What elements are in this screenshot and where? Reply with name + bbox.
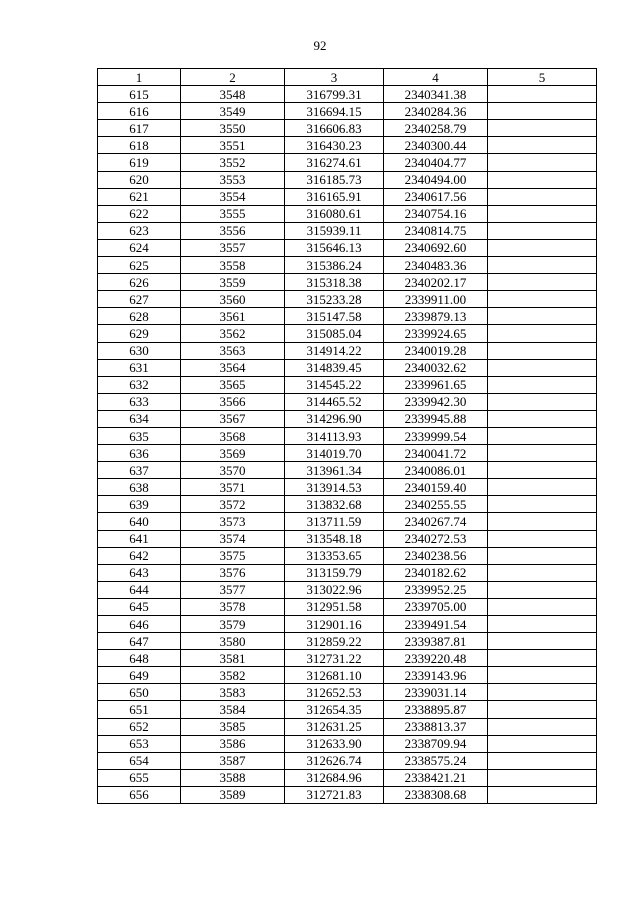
table-cell bbox=[488, 154, 597, 171]
table-cell: 2340692.60 bbox=[384, 239, 488, 256]
table-cell: 617 bbox=[98, 120, 181, 137]
table-cell: 314545.22 bbox=[285, 376, 384, 393]
table-cell bbox=[488, 137, 597, 154]
table-cell: 625 bbox=[98, 257, 181, 274]
table-cell: 3554 bbox=[181, 188, 285, 205]
table-cell: 648 bbox=[98, 650, 181, 667]
table-cell: 313548.18 bbox=[285, 530, 384, 547]
table-cell: 635 bbox=[98, 427, 181, 444]
table-cell bbox=[488, 308, 597, 325]
table-row bbox=[98, 616, 597, 633]
table-cell bbox=[488, 581, 597, 598]
table-cell bbox=[488, 718, 597, 735]
table-row bbox=[98, 598, 597, 615]
table-row bbox=[98, 530, 597, 547]
table-cell: 2340754.16 bbox=[384, 205, 488, 222]
table-cell: 626 bbox=[98, 274, 181, 291]
table-row bbox=[98, 410, 597, 427]
table-cell: 312684.96 bbox=[285, 769, 384, 786]
table-cell: 624 bbox=[98, 239, 181, 256]
table-row bbox=[98, 103, 597, 120]
table-cell: 2340284.36 bbox=[384, 103, 488, 120]
table-cell: 2339945.88 bbox=[384, 410, 488, 427]
table-row bbox=[98, 513, 597, 530]
table-cell: 312652.53 bbox=[285, 684, 384, 701]
page-number: 92 bbox=[313, 38, 327, 53]
table-cell: 618 bbox=[98, 137, 181, 154]
table-cell: 2338575.24 bbox=[384, 752, 488, 769]
table-cell: 643 bbox=[98, 564, 181, 581]
table-cell: 631 bbox=[98, 359, 181, 376]
table-cell bbox=[488, 376, 597, 393]
table-row bbox=[98, 257, 597, 274]
table-cell: 3567 bbox=[181, 410, 285, 427]
table-cell: 640 bbox=[98, 513, 181, 530]
table-cell bbox=[488, 496, 597, 513]
table-row bbox=[98, 650, 597, 667]
table-cell bbox=[488, 120, 597, 137]
table-cell: 2339999.54 bbox=[384, 427, 488, 444]
table-cell: 652 bbox=[98, 718, 181, 735]
table-cell: 2339491.54 bbox=[384, 616, 488, 633]
table-cell: 3558 bbox=[181, 257, 285, 274]
table-cell: 621 bbox=[98, 188, 181, 205]
table-cell: 316080.61 bbox=[285, 205, 384, 222]
table-cell: 316185.73 bbox=[285, 171, 384, 188]
table-row bbox=[98, 359, 597, 376]
table-cell: 316694.15 bbox=[285, 103, 384, 120]
table-cell: 312681.10 bbox=[285, 667, 384, 684]
table-cell: 615 bbox=[98, 86, 181, 103]
table-cell bbox=[488, 786, 597, 803]
table-cell bbox=[488, 547, 597, 564]
table-cell: 2340019.28 bbox=[384, 342, 488, 359]
table-cell: 312633.90 bbox=[285, 735, 384, 752]
table-cell: 3579 bbox=[181, 616, 285, 633]
table-cell: 2340617.56 bbox=[384, 188, 488, 205]
table-row bbox=[98, 752, 597, 769]
table-cell: 653 bbox=[98, 735, 181, 752]
table-row bbox=[98, 188, 597, 205]
column-header: 5 bbox=[488, 69, 597, 86]
table-cell: 3581 bbox=[181, 650, 285, 667]
table-cell: 646 bbox=[98, 616, 181, 633]
table-cell: 3548 bbox=[181, 86, 285, 103]
table-cell: 2339705.00 bbox=[384, 598, 488, 615]
table-row bbox=[98, 445, 597, 462]
table-cell bbox=[488, 479, 597, 496]
table-cell: 2338421.21 bbox=[384, 769, 488, 786]
table-row bbox=[98, 342, 597, 359]
table-row bbox=[98, 718, 597, 735]
table-cell: 314296.90 bbox=[285, 410, 384, 427]
table-cell: 315085.04 bbox=[285, 325, 384, 342]
table-row bbox=[98, 376, 597, 393]
column-header: 1 bbox=[98, 69, 181, 86]
table-cell: 2338895.87 bbox=[384, 701, 488, 718]
table-cell: 638 bbox=[98, 479, 181, 496]
table-cell: 3561 bbox=[181, 308, 285, 325]
table-row bbox=[98, 154, 597, 171]
table-cell: 3572 bbox=[181, 496, 285, 513]
table-cell: 628 bbox=[98, 308, 181, 325]
table-cell: 639 bbox=[98, 496, 181, 513]
table-cell: 314019.70 bbox=[285, 445, 384, 462]
table-cell: 2339387.81 bbox=[384, 633, 488, 650]
table-cell: 313159.79 bbox=[285, 564, 384, 581]
table-cell bbox=[488, 86, 597, 103]
table-cell: 2340404.77 bbox=[384, 154, 488, 171]
table-row bbox=[98, 274, 597, 291]
table-cell: 629 bbox=[98, 325, 181, 342]
table-cell: 650 bbox=[98, 684, 181, 701]
table-cell: 637 bbox=[98, 462, 181, 479]
table-cell bbox=[488, 171, 597, 188]
table-cell: 2340258.79 bbox=[384, 120, 488, 137]
table-cell: 312731.22 bbox=[285, 650, 384, 667]
table-cell: 3586 bbox=[181, 735, 285, 752]
table-cell: 314113.93 bbox=[285, 427, 384, 444]
table-cell: 2340159.40 bbox=[384, 479, 488, 496]
table-cell: 2340483.36 bbox=[384, 257, 488, 274]
table-body bbox=[98, 86, 597, 804]
table-cell: 2339961.65 bbox=[384, 376, 488, 393]
table-row bbox=[98, 735, 597, 752]
table-cell: 3578 bbox=[181, 598, 285, 615]
table-cell: 2340041.72 bbox=[384, 445, 488, 462]
column-header: 4 bbox=[384, 69, 488, 86]
table-cell: 313022.96 bbox=[285, 581, 384, 598]
table-cell bbox=[488, 633, 597, 650]
table-cell: 623 bbox=[98, 222, 181, 239]
table-cell: 3576 bbox=[181, 564, 285, 581]
table-cell bbox=[488, 393, 597, 410]
table-cell: 634 bbox=[98, 410, 181, 427]
table-cell: 620 bbox=[98, 171, 181, 188]
table-cell: 314465.52 bbox=[285, 393, 384, 410]
table-cell: 619 bbox=[98, 154, 181, 171]
table-cell bbox=[488, 205, 597, 222]
table-row bbox=[98, 462, 597, 479]
table-row bbox=[98, 427, 597, 444]
table-cell: 632 bbox=[98, 376, 181, 393]
table-cell: 312951.58 bbox=[285, 598, 384, 615]
table-cell: 2340267.74 bbox=[384, 513, 488, 530]
table-row bbox=[98, 684, 597, 701]
table-cell: 3550 bbox=[181, 120, 285, 137]
table-cell: 2339924.65 bbox=[384, 325, 488, 342]
table-row bbox=[98, 291, 597, 308]
table-cell bbox=[488, 598, 597, 615]
column-header: 3 bbox=[285, 69, 384, 86]
table-cell: 3562 bbox=[181, 325, 285, 342]
table-cell: 3569 bbox=[181, 445, 285, 462]
table-cell: 2340238.56 bbox=[384, 547, 488, 564]
table-row bbox=[98, 769, 597, 786]
table-row bbox=[98, 581, 597, 598]
table-cell: 2340814.75 bbox=[384, 222, 488, 239]
table-cell bbox=[488, 530, 597, 547]
table-row bbox=[98, 171, 597, 188]
coordinates-table bbox=[97, 68, 597, 804]
table-cell: 644 bbox=[98, 581, 181, 598]
table-cell: 3582 bbox=[181, 667, 285, 684]
table-cell: 3589 bbox=[181, 786, 285, 803]
table-cell: 316799.31 bbox=[285, 86, 384, 103]
table-cell: 649 bbox=[98, 667, 181, 684]
table-cell: 313711.59 bbox=[285, 513, 384, 530]
table-cell: 2340272.53 bbox=[384, 530, 488, 547]
table-cell: 2339942.30 bbox=[384, 393, 488, 410]
table-cell bbox=[488, 257, 597, 274]
table-row bbox=[98, 308, 597, 325]
table-row bbox=[98, 325, 597, 342]
table-cell bbox=[488, 513, 597, 530]
table-cell: 315147.58 bbox=[285, 308, 384, 325]
table-cell bbox=[488, 188, 597, 205]
table-row bbox=[98, 496, 597, 513]
table-cell: 3584 bbox=[181, 701, 285, 718]
table-row bbox=[98, 564, 597, 581]
table-cell: 3551 bbox=[181, 137, 285, 154]
table-cell: 312721.83 bbox=[285, 786, 384, 803]
table-cell: 2340255.55 bbox=[384, 496, 488, 513]
table-cell bbox=[488, 427, 597, 444]
table-cell: 3568 bbox=[181, 427, 285, 444]
table-cell: 641 bbox=[98, 530, 181, 547]
table-cell bbox=[488, 769, 597, 786]
table-cell: 2340341.38 bbox=[384, 86, 488, 103]
table-cell: 3577 bbox=[181, 581, 285, 598]
table-cell: 2339220.48 bbox=[384, 650, 488, 667]
table-cell: 3560 bbox=[181, 291, 285, 308]
table-row bbox=[98, 701, 597, 718]
table-cell: 647 bbox=[98, 633, 181, 650]
table-cell: 622 bbox=[98, 205, 181, 222]
table-cell: 312859.22 bbox=[285, 633, 384, 650]
table-cell: 2338813.37 bbox=[384, 718, 488, 735]
table-cell: 2340032.62 bbox=[384, 359, 488, 376]
table-cell: 313961.34 bbox=[285, 462, 384, 479]
table-cell: 651 bbox=[98, 701, 181, 718]
table-cell: 656 bbox=[98, 786, 181, 803]
table-cell: 313914.53 bbox=[285, 479, 384, 496]
table-cell bbox=[488, 359, 597, 376]
table-cell: 3571 bbox=[181, 479, 285, 496]
table-row bbox=[98, 633, 597, 650]
table-header-row bbox=[98, 69, 597, 86]
table-cell: 3580 bbox=[181, 633, 285, 650]
table-cell: 3549 bbox=[181, 103, 285, 120]
table-cell bbox=[488, 667, 597, 684]
table-row bbox=[98, 547, 597, 564]
table-cell: 3588 bbox=[181, 769, 285, 786]
table-cell: 2339031.14 bbox=[384, 684, 488, 701]
table-row bbox=[98, 786, 597, 803]
table-cell: 645 bbox=[98, 598, 181, 615]
table-cell: 3559 bbox=[181, 274, 285, 291]
table-cell: 3583 bbox=[181, 684, 285, 701]
table-cell: 3587 bbox=[181, 752, 285, 769]
table-row bbox=[98, 239, 597, 256]
table-cell: 316274.61 bbox=[285, 154, 384, 171]
table-cell: 3557 bbox=[181, 239, 285, 256]
table-cell bbox=[488, 752, 597, 769]
table-cell: 312631.25 bbox=[285, 718, 384, 735]
table-cell: 2340494.00 bbox=[384, 171, 488, 188]
table-cell bbox=[488, 103, 597, 120]
table-cell: 636 bbox=[98, 445, 181, 462]
table-cell bbox=[488, 684, 597, 701]
table-cell: 312901.16 bbox=[285, 616, 384, 633]
table-cell bbox=[488, 735, 597, 752]
table-row bbox=[98, 222, 597, 239]
table-cell: 3575 bbox=[181, 547, 285, 564]
table-cell: 630 bbox=[98, 342, 181, 359]
table-row bbox=[98, 205, 597, 222]
table-cell: 315318.38 bbox=[285, 274, 384, 291]
table-cell: 313353.65 bbox=[285, 547, 384, 564]
table-row bbox=[98, 479, 597, 496]
table-cell: 3552 bbox=[181, 154, 285, 171]
table-cell: 2338308.68 bbox=[384, 786, 488, 803]
table-cell bbox=[488, 222, 597, 239]
table-row bbox=[98, 120, 597, 137]
table-cell: 3555 bbox=[181, 205, 285, 222]
table-cell: 3585 bbox=[181, 718, 285, 735]
table-cell bbox=[488, 325, 597, 342]
table-cell: 2338709.94 bbox=[384, 735, 488, 752]
table-cell: 2339143.96 bbox=[384, 667, 488, 684]
table-cell: 3556 bbox=[181, 222, 285, 239]
table-cell: 627 bbox=[98, 291, 181, 308]
table-row bbox=[98, 667, 597, 684]
table-cell: 315386.24 bbox=[285, 257, 384, 274]
table-cell: 315646.13 bbox=[285, 239, 384, 256]
table-cell: 642 bbox=[98, 547, 181, 564]
table-cell bbox=[488, 445, 597, 462]
table-cell: 316606.83 bbox=[285, 120, 384, 137]
table-row bbox=[98, 86, 597, 103]
table-row bbox=[98, 137, 597, 154]
table-cell: 633 bbox=[98, 393, 181, 410]
table-cell bbox=[488, 410, 597, 427]
table-cell bbox=[488, 274, 597, 291]
table-row bbox=[98, 393, 597, 410]
table-cell: 315939.11 bbox=[285, 222, 384, 239]
table-cell: 2340202.17 bbox=[384, 274, 488, 291]
table-cell: 654 bbox=[98, 752, 181, 769]
table-cell: 2340086.01 bbox=[384, 462, 488, 479]
table-cell: 3564 bbox=[181, 359, 285, 376]
table-cell: 312654.35 bbox=[285, 701, 384, 718]
table-cell: 315233.28 bbox=[285, 291, 384, 308]
table-cell: 3553 bbox=[181, 171, 285, 188]
table-cell: 3565 bbox=[181, 376, 285, 393]
table-cell: 314914.22 bbox=[285, 342, 384, 359]
table-cell bbox=[488, 342, 597, 359]
table-cell: 312626.74 bbox=[285, 752, 384, 769]
table-cell: 3573 bbox=[181, 513, 285, 530]
table-cell bbox=[488, 616, 597, 633]
table-cell: 616 bbox=[98, 103, 181, 120]
table-cell bbox=[488, 462, 597, 479]
table-cell: 313832.68 bbox=[285, 496, 384, 513]
table-cell bbox=[488, 701, 597, 718]
table-cell: 2339911.00 bbox=[384, 291, 488, 308]
table-cell: 2340300.44 bbox=[384, 137, 488, 154]
table-cell: 655 bbox=[98, 769, 181, 786]
table-cell bbox=[488, 650, 597, 667]
column-header: 2 bbox=[181, 69, 285, 86]
table-cell: 316430.23 bbox=[285, 137, 384, 154]
table-cell bbox=[488, 239, 597, 256]
table-cell: 2339879.13 bbox=[384, 308, 488, 325]
table-cell: 3570 bbox=[181, 462, 285, 479]
table-cell bbox=[488, 291, 597, 308]
table-cell: 314839.45 bbox=[285, 359, 384, 376]
table-cell: 316165.91 bbox=[285, 188, 384, 205]
table-cell bbox=[488, 564, 597, 581]
table-cell: 3566 bbox=[181, 393, 285, 410]
table-cell: 2340182.62 bbox=[384, 564, 488, 581]
table-cell: 3563 bbox=[181, 342, 285, 359]
table-cell: 2339952.25 bbox=[384, 581, 488, 598]
table-cell: 3574 bbox=[181, 530, 285, 547]
